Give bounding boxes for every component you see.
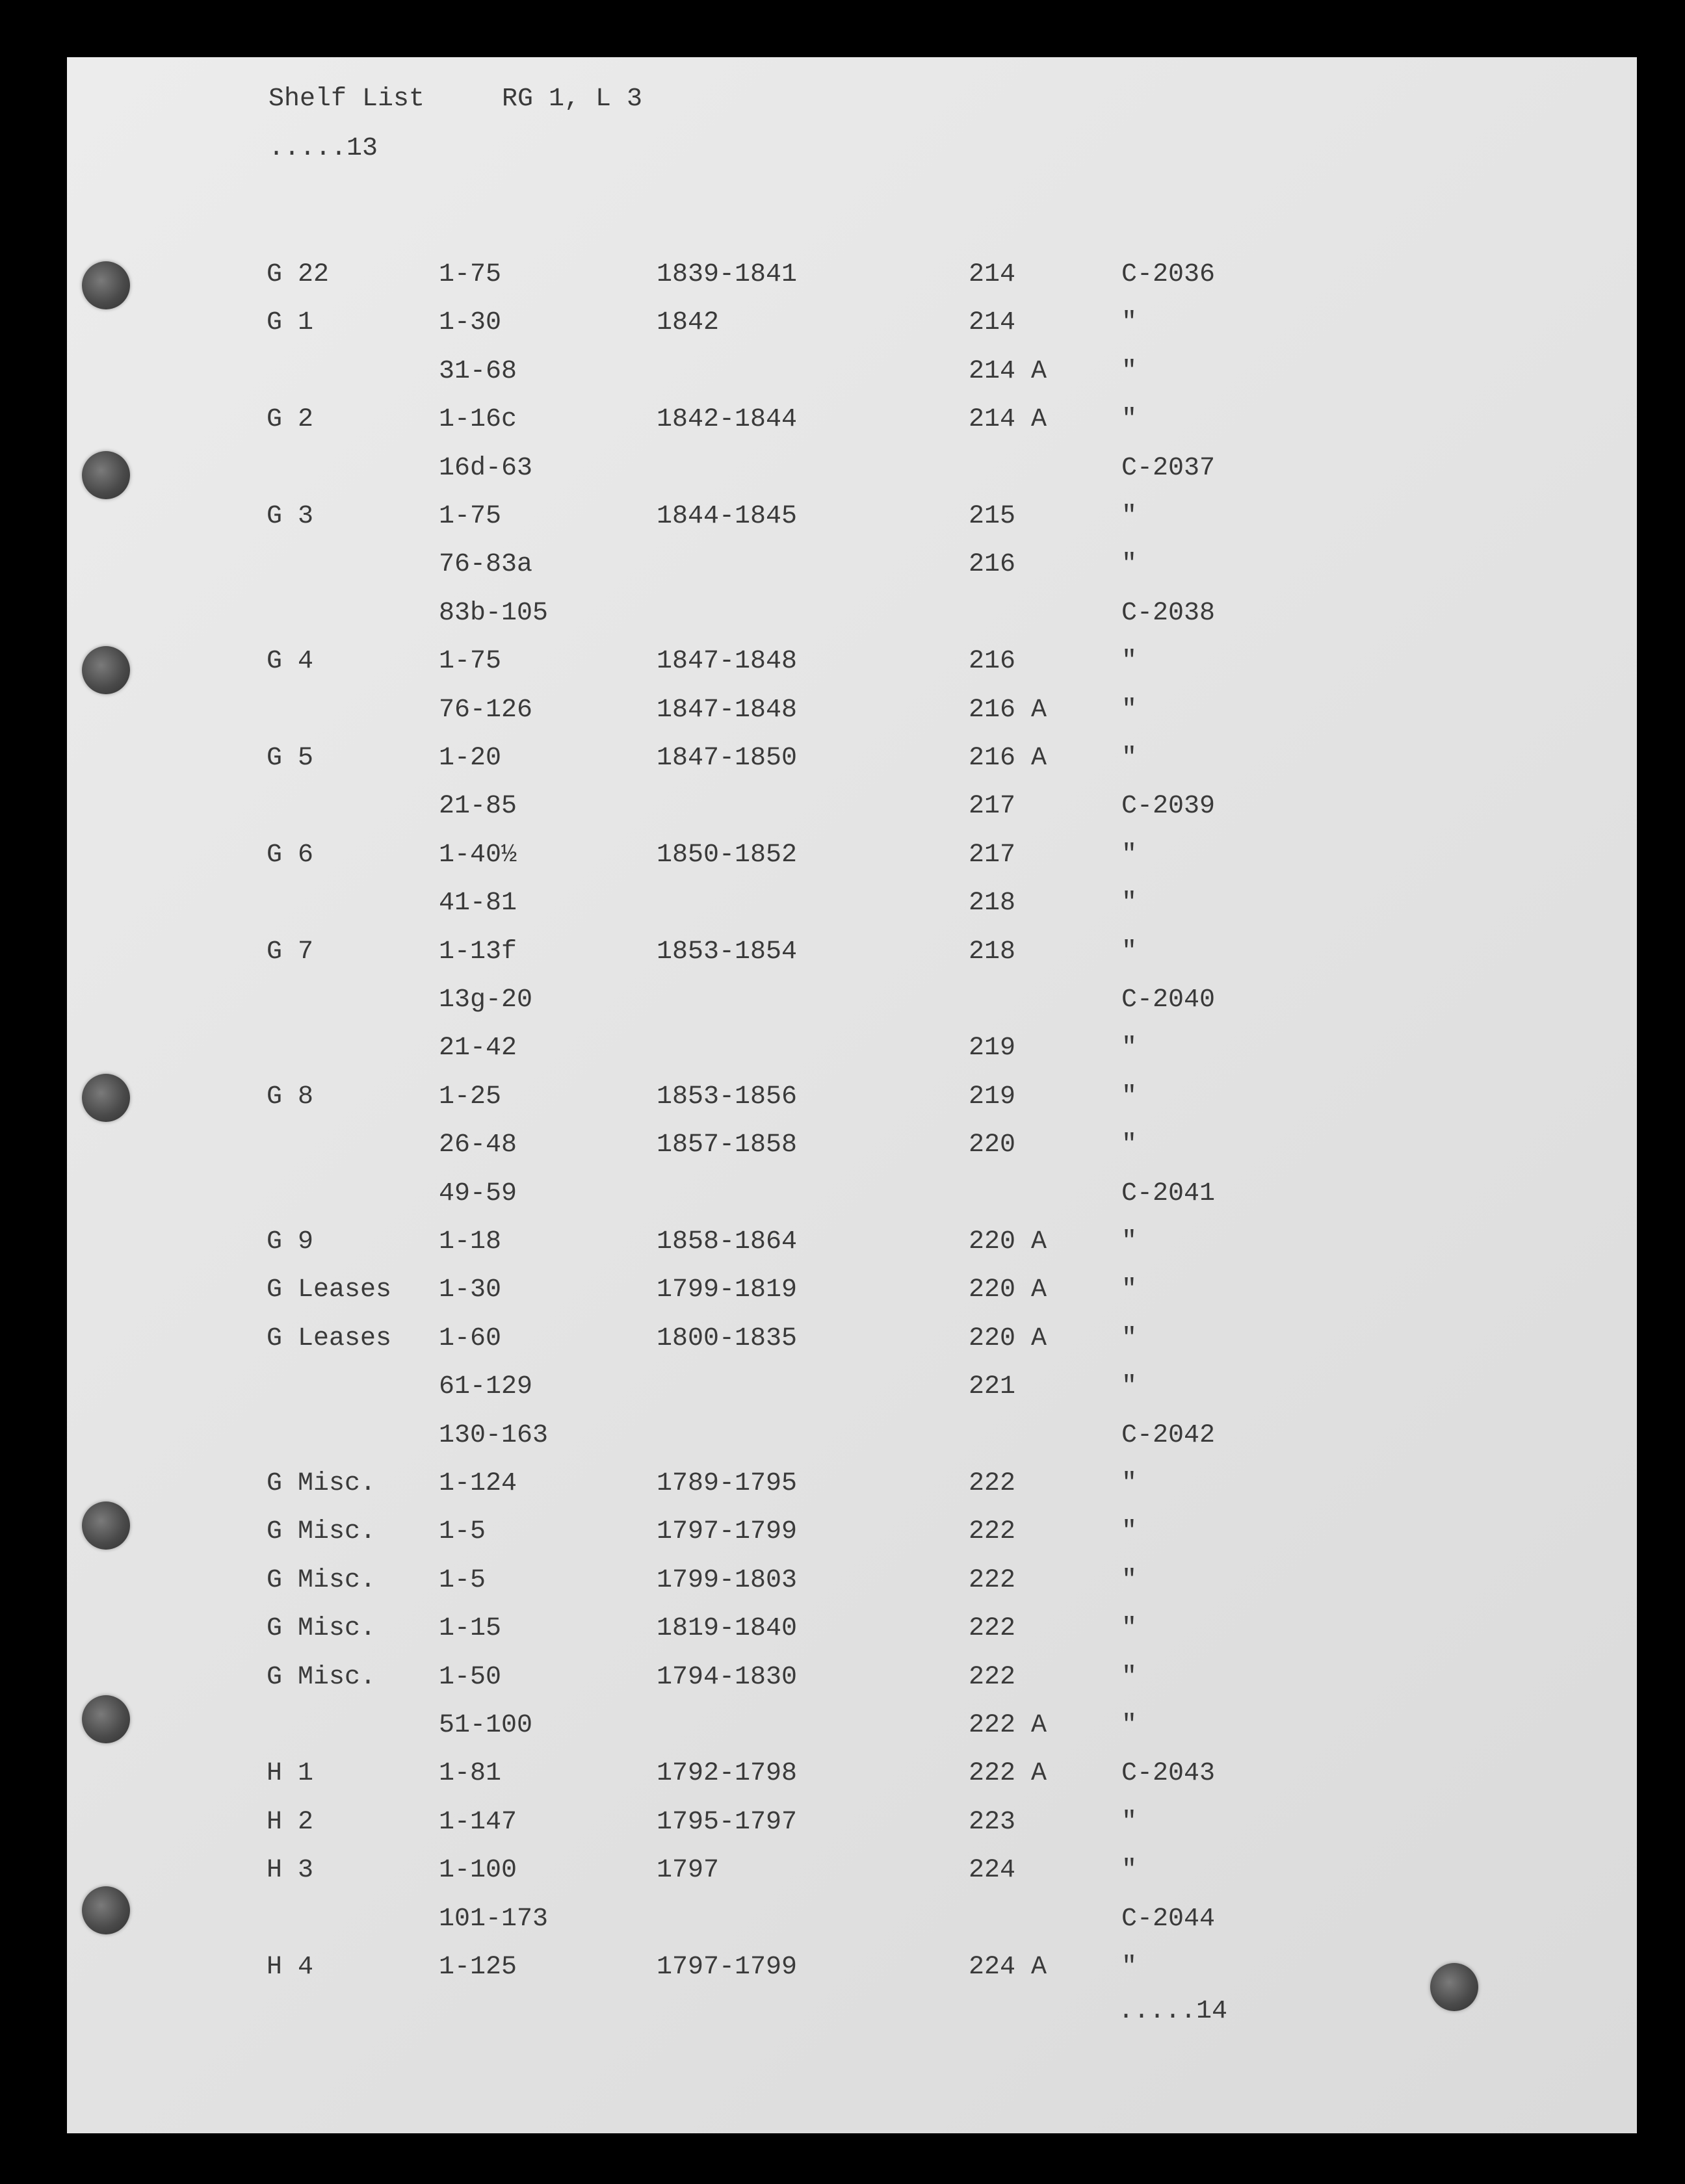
date-range-cell: 1850-1852 xyxy=(657,840,798,870)
roll-number-cell: " xyxy=(1121,1711,1138,1740)
date-range-cell: 1800-1835 xyxy=(657,1324,798,1353)
item-range-cell: 1-15 xyxy=(439,1614,502,1643)
table-row xyxy=(0,1227,1685,1266)
table-row xyxy=(0,696,1685,734)
table-row xyxy=(0,1469,1685,1508)
item-range-cell: 1-13f xyxy=(439,937,517,967)
item-range-cell: 31-68 xyxy=(439,357,517,386)
continued-to-marker: .....14 xyxy=(1118,1997,1228,2026)
box-number-cell: 216 A xyxy=(969,744,1047,773)
roll-number-cell: " xyxy=(1121,1953,1138,1982)
roll-number-cell: " xyxy=(1121,405,1138,434)
series-cell: G Misc. xyxy=(267,1517,376,1546)
series-cell: H 1 xyxy=(267,1759,314,1788)
roll-number-cell: " xyxy=(1121,1227,1138,1256)
item-range-cell: 1-5 xyxy=(439,1566,486,1595)
roll-number-cell: " xyxy=(1121,1469,1138,1498)
roll-number-cell: C-2042 xyxy=(1121,1421,1216,1450)
roll-number-cell: " xyxy=(1121,1517,1138,1546)
roll-number-cell: C-2037 xyxy=(1121,454,1216,483)
date-range-cell: 1847-1848 xyxy=(657,647,798,676)
box-number-cell: 215 xyxy=(969,502,1016,531)
table-row xyxy=(0,599,1685,638)
item-range-cell: 76-83a xyxy=(439,550,533,579)
item-range-cell: 1-16c xyxy=(439,405,517,434)
item-range-cell: 49-59 xyxy=(439,1179,517,1208)
series-cell: H 3 xyxy=(267,1856,314,1885)
roll-number-cell: C-2040 xyxy=(1121,985,1216,1015)
box-number-cell: 222 xyxy=(969,1663,1016,1692)
roll-number-cell: C-2044 xyxy=(1121,1904,1216,1934)
box-number-cell: 221 xyxy=(969,1372,1016,1401)
roll-number-cell: " xyxy=(1121,1034,1138,1063)
item-range-cell: 76-126 xyxy=(439,696,533,725)
box-number-cell: 224 A xyxy=(969,1953,1047,1982)
date-range-cell: 1789-1795 xyxy=(657,1469,798,1498)
item-range-cell: 21-85 xyxy=(439,792,517,821)
roll-number-cell: C-2036 xyxy=(1121,260,1216,289)
series-cell: G Leases xyxy=(267,1324,392,1353)
box-number-cell: 224 xyxy=(969,1856,1016,1885)
item-range-cell: 1-81 xyxy=(439,1759,502,1788)
roll-number-cell: " xyxy=(1121,308,1138,337)
box-number-cell: 220 A xyxy=(969,1324,1047,1353)
roll-number-cell: " xyxy=(1121,1614,1138,1643)
series-cell: G Misc. xyxy=(267,1614,376,1643)
table-row xyxy=(0,308,1685,347)
roll-number-cell: " xyxy=(1121,1324,1138,1353)
date-range-cell: 1853-1854 xyxy=(657,937,798,967)
date-range-cell: 1799-1803 xyxy=(657,1566,798,1595)
date-range-cell: 1839-1841 xyxy=(657,260,798,289)
shelf-list-title: Shelf List xyxy=(268,84,425,114)
table-row xyxy=(0,1808,1685,1847)
table-row xyxy=(0,405,1685,444)
roll-number-cell: " xyxy=(1121,550,1138,579)
table-row xyxy=(0,550,1685,589)
item-range-cell: 1-75 xyxy=(439,260,502,289)
series-cell: H 2 xyxy=(267,1808,314,1837)
item-range-cell: 26-48 xyxy=(439,1130,517,1160)
box-number-cell: 218 xyxy=(969,937,1016,967)
item-range-cell: 1-5 xyxy=(439,1517,486,1546)
series-cell: G 7 xyxy=(267,937,314,967)
table-row xyxy=(0,1566,1685,1605)
roll-number-cell: " xyxy=(1121,840,1138,870)
box-number-cell: 216 A xyxy=(969,696,1047,725)
item-range-cell: 101-173 xyxy=(439,1904,549,1934)
roll-number-cell: C-2043 xyxy=(1121,1759,1216,1788)
date-range-cell: 1792-1798 xyxy=(657,1759,798,1788)
date-range-cell: 1857-1858 xyxy=(657,1130,798,1160)
item-range-cell: 1-60 xyxy=(439,1324,502,1353)
item-range-cell: 1-30 xyxy=(439,1275,502,1305)
series-cell: G 4 xyxy=(267,647,314,676)
roll-number-cell: " xyxy=(1121,1130,1138,1160)
item-range-cell: 21-42 xyxy=(439,1034,517,1063)
item-range-cell: 16d-63 xyxy=(439,454,533,483)
box-number-cell: 220 A xyxy=(969,1275,1047,1305)
box-number-cell: 214 xyxy=(969,260,1016,289)
roll-number-cell: C-2039 xyxy=(1121,792,1216,821)
date-range-cell: 1842 xyxy=(657,308,720,337)
box-number-cell: 214 A xyxy=(969,357,1047,386)
table-row xyxy=(0,357,1685,396)
table-row xyxy=(0,1614,1685,1653)
table-row xyxy=(0,502,1685,541)
box-number-cell: 222 A xyxy=(969,1759,1047,1788)
roll-number-cell: " xyxy=(1121,744,1138,773)
item-range-cell: 1-25 xyxy=(439,1082,502,1112)
box-number-cell: 219 xyxy=(969,1034,1016,1063)
date-range-cell: 1797 xyxy=(657,1856,720,1885)
table-row xyxy=(0,889,1685,928)
roll-number-cell: " xyxy=(1121,1566,1138,1595)
date-range-cell: 1842-1844 xyxy=(657,405,798,434)
item-range-cell: 13g-20 xyxy=(439,985,533,1015)
roll-number-cell: " xyxy=(1121,937,1138,967)
roll-number-cell: C-2041 xyxy=(1121,1179,1216,1208)
date-range-cell: 1797-1799 xyxy=(657,1517,798,1546)
series-cell: G Misc. xyxy=(267,1566,376,1595)
item-range-cell: 1-147 xyxy=(439,1808,517,1837)
table-row xyxy=(0,1517,1685,1556)
date-range-cell: 1797-1799 xyxy=(657,1953,798,1982)
item-range-cell: 1-30 xyxy=(439,308,502,337)
box-number-cell: 220 xyxy=(969,1130,1016,1160)
series-cell: G 2 xyxy=(267,405,314,434)
table-row xyxy=(0,1372,1685,1411)
table-row xyxy=(0,1856,1685,1895)
box-number-cell: 223 xyxy=(969,1808,1016,1837)
item-range-cell: 1-75 xyxy=(439,502,502,531)
roll-number-cell: " xyxy=(1121,1856,1138,1885)
date-range-cell: 1794-1830 xyxy=(657,1663,798,1692)
table-row xyxy=(0,1324,1685,1363)
table-row xyxy=(0,1275,1685,1314)
box-number-cell: 222 xyxy=(969,1517,1016,1546)
series-cell: G 22 xyxy=(267,260,330,289)
roll-number-cell: C-2038 xyxy=(1121,599,1216,628)
roll-number-cell: " xyxy=(1121,502,1138,531)
item-range-cell: 1-20 xyxy=(439,744,502,773)
item-range-cell: 130-163 xyxy=(439,1421,549,1450)
item-range-cell: 1-50 xyxy=(439,1663,502,1692)
roll-number-cell: " xyxy=(1121,1372,1138,1401)
box-number-cell: 222 xyxy=(969,1614,1016,1643)
roll-number-cell: " xyxy=(1121,1663,1138,1692)
table-row xyxy=(0,1421,1685,1460)
table-row xyxy=(0,1711,1685,1750)
date-range-cell: 1858-1864 xyxy=(657,1227,798,1256)
series-cell: G Misc. xyxy=(267,1469,376,1498)
item-range-cell: 1-40½ xyxy=(439,840,517,870)
table-row xyxy=(0,1759,1685,1798)
roll-number-cell: " xyxy=(1121,1082,1138,1112)
series-cell: G 9 xyxy=(267,1227,314,1256)
table-row xyxy=(0,1953,1685,1992)
roll-number-cell: " xyxy=(1121,1275,1138,1305)
box-number-cell: 222 A xyxy=(969,1711,1047,1740)
item-range-cell: 61-129 xyxy=(439,1372,533,1401)
series-cell: G 5 xyxy=(267,744,314,773)
box-number-cell: 217 xyxy=(969,792,1016,821)
series-cell: G 8 xyxy=(267,1082,314,1112)
item-range-cell: 83b-105 xyxy=(439,599,549,628)
box-number-cell: 219 xyxy=(969,1082,1016,1112)
date-range-cell: 1844-1845 xyxy=(657,502,798,531)
box-number-cell: 216 xyxy=(969,647,1016,676)
series-cell: G 1 xyxy=(267,308,314,337)
roll-number-cell: " xyxy=(1121,1808,1138,1837)
series-cell: G Leases xyxy=(267,1275,392,1305)
box-number-cell: 220 A xyxy=(969,1227,1047,1256)
roll-number-cell: " xyxy=(1121,889,1138,918)
box-number-cell: 222 xyxy=(969,1469,1016,1498)
date-range-cell: 1853-1856 xyxy=(657,1082,798,1112)
table-row xyxy=(0,647,1685,686)
date-range-cell: 1799-1819 xyxy=(657,1275,798,1305)
item-range-cell: 1-75 xyxy=(439,647,502,676)
table-row xyxy=(0,744,1685,783)
table-row xyxy=(0,260,1685,299)
box-number-cell: 218 xyxy=(969,889,1016,918)
table-row xyxy=(0,1130,1685,1169)
table-row xyxy=(0,1179,1685,1218)
item-range-cell: 1-18 xyxy=(439,1227,502,1256)
date-range-cell: 1795-1797 xyxy=(657,1808,798,1837)
series-cell: G 6 xyxy=(267,840,314,870)
item-range-cell: 41-81 xyxy=(439,889,517,918)
roll-number-cell: " xyxy=(1121,647,1138,676)
box-number-cell: 214 A xyxy=(969,405,1047,434)
date-range-cell: 1819-1840 xyxy=(657,1614,798,1643)
continued-from-marker: .....13 xyxy=(268,134,378,163)
date-range-cell: 1847-1850 xyxy=(657,744,798,773)
roll-number-cell: " xyxy=(1121,357,1138,386)
table-row xyxy=(0,1082,1685,1121)
roll-number-cell: " xyxy=(1121,696,1138,725)
box-number-cell: 216 xyxy=(969,550,1016,579)
series-cell: G 3 xyxy=(267,502,314,531)
record-group-label: RG 1, L 3 xyxy=(502,84,643,114)
item-range-cell: 1-100 xyxy=(439,1856,517,1885)
item-range-cell: 1-124 xyxy=(439,1469,517,1498)
table-row xyxy=(0,985,1685,1024)
table-row xyxy=(0,454,1685,493)
table-row xyxy=(0,1904,1685,1944)
table-row xyxy=(0,1663,1685,1702)
box-number-cell: 222 xyxy=(969,1566,1016,1595)
table-row xyxy=(0,937,1685,976)
table-row xyxy=(0,1034,1685,1072)
box-number-cell: 214 xyxy=(969,308,1016,337)
table-row xyxy=(0,840,1685,879)
date-range-cell: 1847-1848 xyxy=(657,696,798,725)
series-cell: G Misc. xyxy=(267,1663,376,1692)
table-row xyxy=(0,792,1685,831)
box-number-cell: 217 xyxy=(969,840,1016,870)
series-cell: H 4 xyxy=(267,1953,314,1982)
item-range-cell: 1-125 xyxy=(439,1953,517,1982)
item-range-cell: 51-100 xyxy=(439,1711,533,1740)
